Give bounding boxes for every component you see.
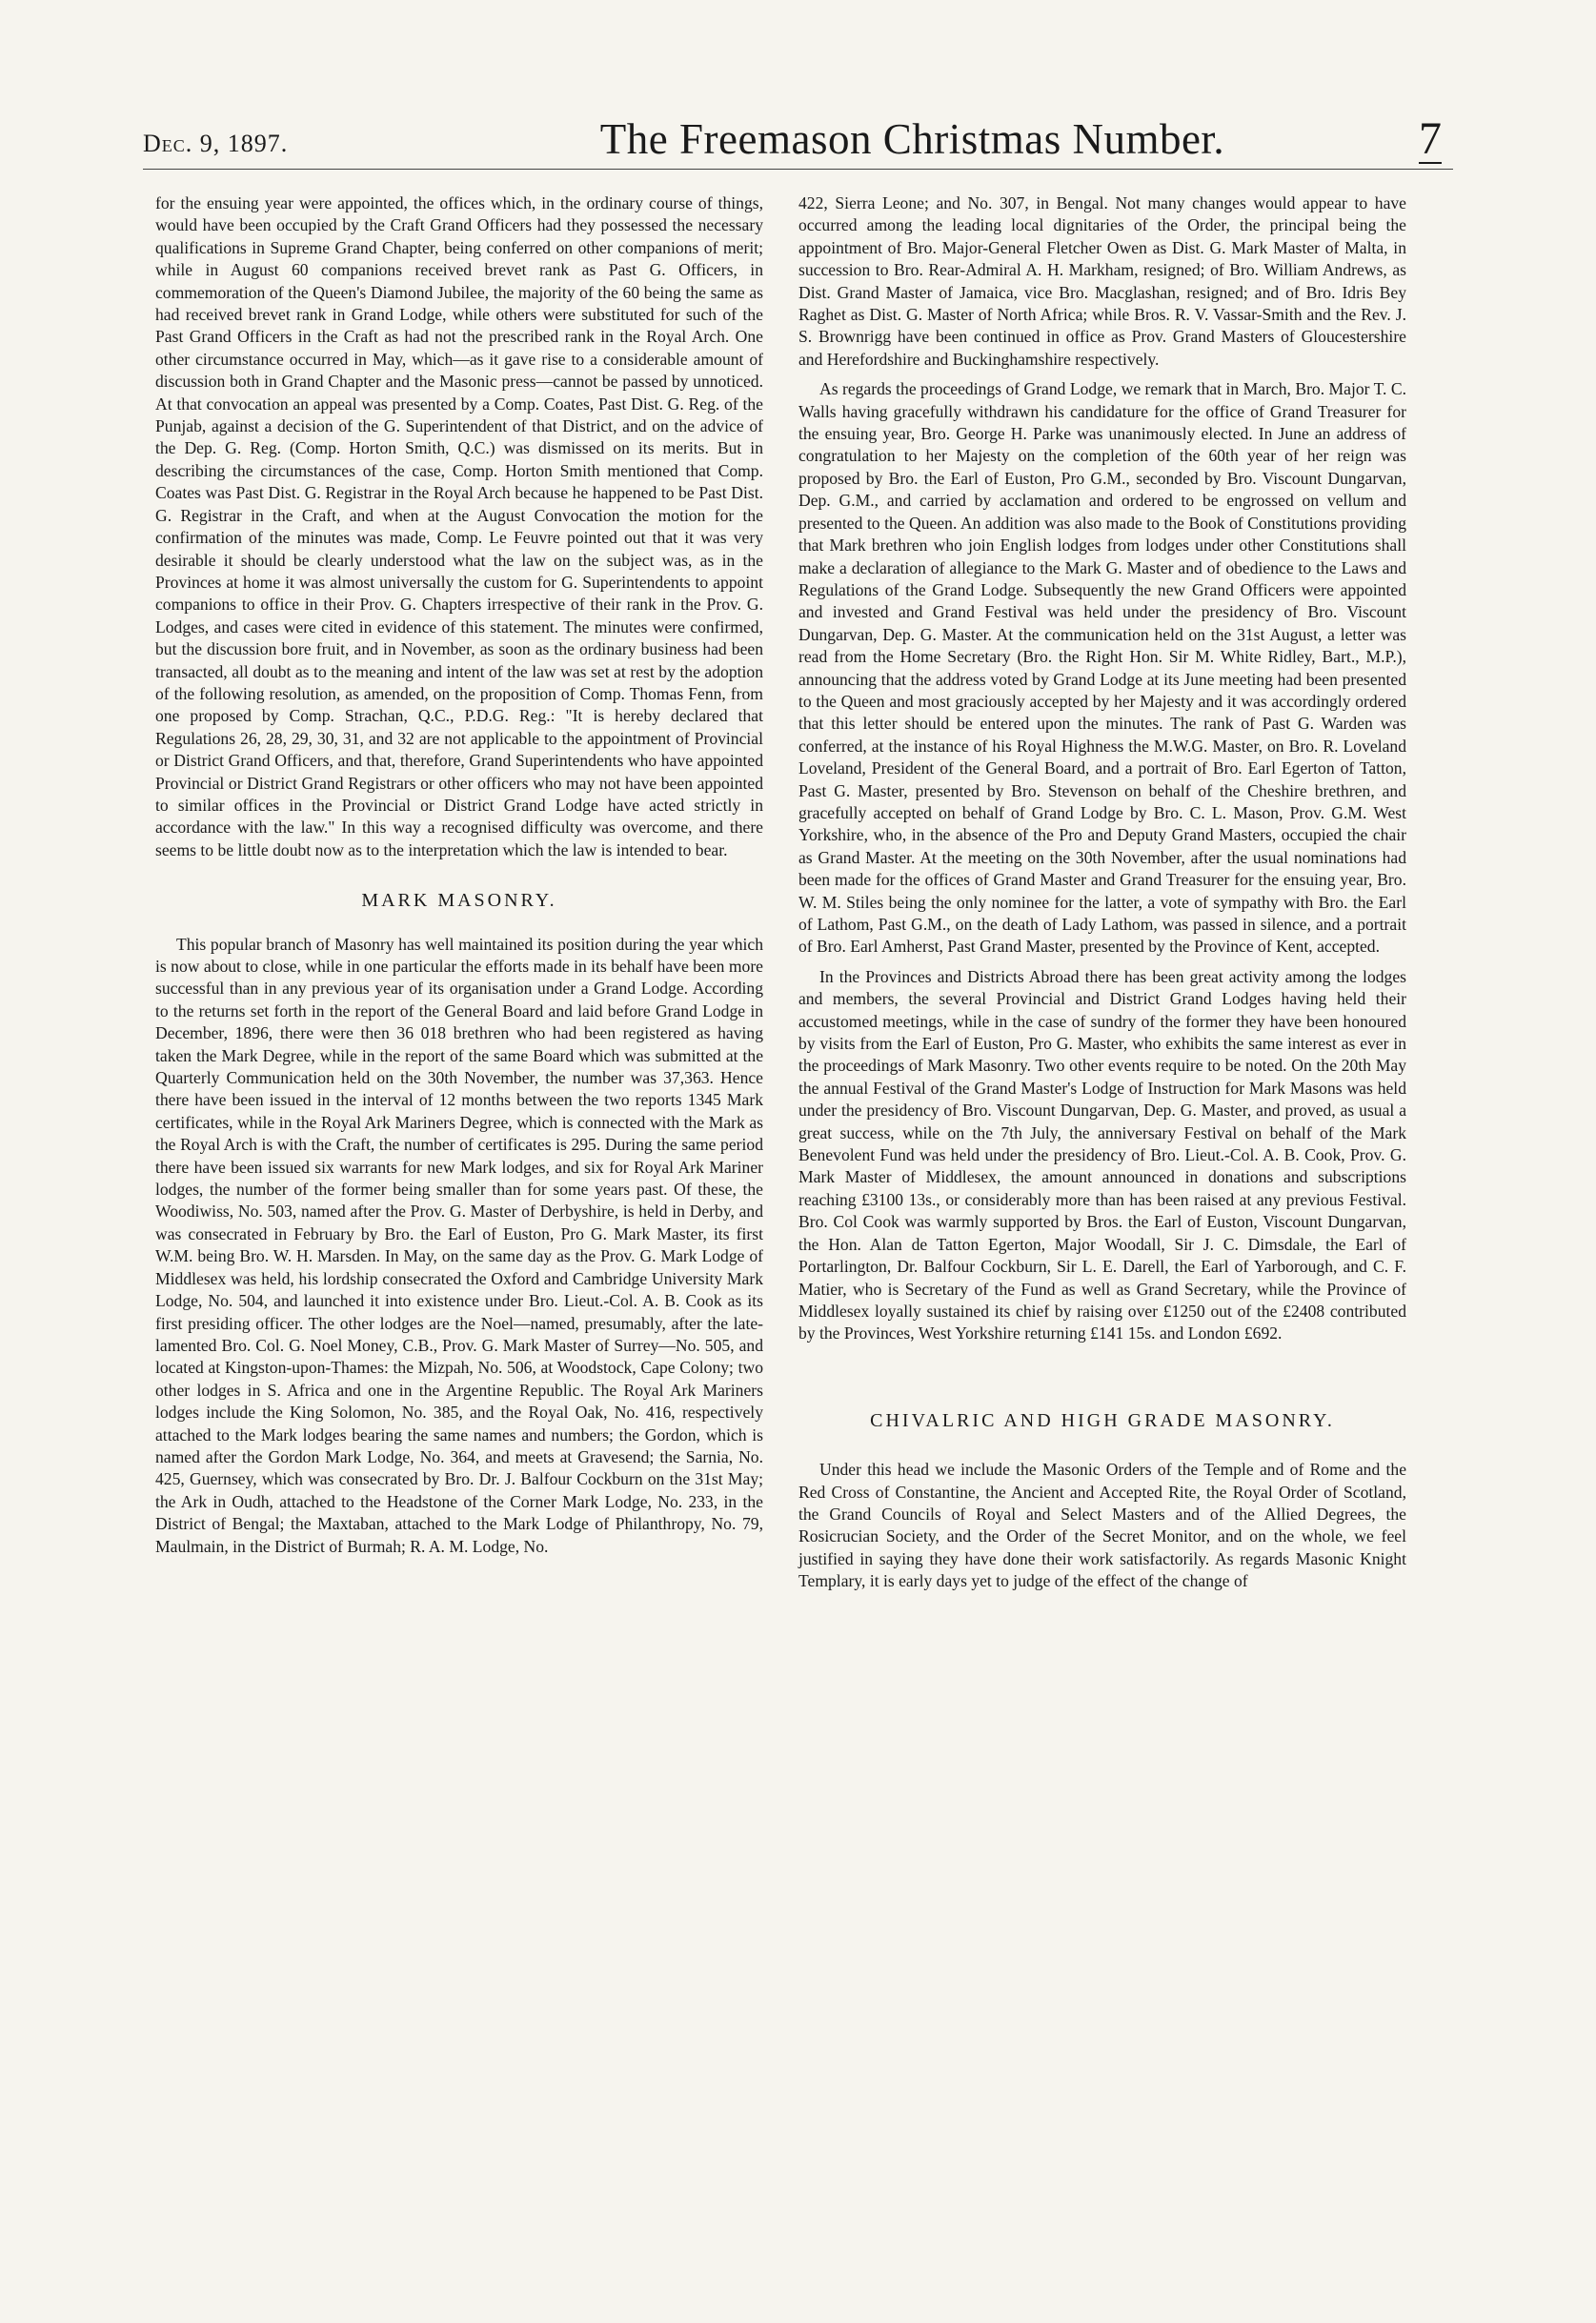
paragraph-mark-masonry: This popular branch of Masonry has well maintained its position during the year which is now about to close, while in one particular the efforts made in its behalf have been more successful than in any previous year of its organisation under a Grand Lodge. According to the returns set forth in the report of the General Board and laid before Grand Lodge in December, 1896, there were then 36 018 brethren who had been registered as having taken the Mark Degree, while in the report of the same Board which was submitted at the Quarterly Communication held on the 30th November, the number was 37,363. Hence there have been issued in the interval of 12 months between the two reports 1345 Mark certificates, while in the Royal Ark Mariners Degree, which is connected with the Mark as the Royal Arch is with the Craft, the number of certificates is 295. During the same period there have been issued six warrants for new Mark lodges, and six for Royal Ark Mariner lodges, the number of the former being smaller than for some years past. Of these, the Woodiwiss, No. 503, named after the Prov. G. Master of Derbyshire, is held in Derby, and was consecrated in February by Bro. the Earl of Euston, Pro G. Mark Master, its first W.M. being Bro. W. H. Marsden. In May, on the same day as the Prov. G. Mark Lodge of Middlesex was held, his lordship consecrated the Oxford and Cambridge University Mark Lodge, No. 504, and launched it into existence under Bro. Lieut.-Col. A. B. Cook as its first presiding officer. The other lodges are the Noel—named, presumably, after the late-lamented Bro. Col. G. Noel Money, C.B., Prov. G. Mark Master of Surrey—No. 505, and located at Kingston-upon-Thames: the Mizpah, No. 506, at Woodstock, Cape Colony; two other lodges in S. Africa and one in the Argentine Republic. The Royal Ark Mariners lodges include the King Solomon, No. 385, and the Royal Oak, No. 416, respectively attached to the Mark lodges bearing the same names and numbers; the Gordon, which is named after the Gordon Mark Lodge, No. 364, and meets at Gravesend; the Sarnia, No. 425, Guernsey, which was consecrated by Bro. Dr. J. Balfour Cockburn on the 31st May; the Ark in Oudh, attached to the Headstone of the Corner Mark Lodge, No. 233, in the District of Bengal; the Maxtaban, attached to the Mark Lodge of Philanthropy, No. 79, Maulmain, in the District of Burmah; R. A. M. Lodge, No. [155, 934, 763, 1556]
paragraph-grand-lodge: As regards the proceedings of Grand Lodge, we remark that in March, Bro. Major T. C. Walls having gracefully withdrawn his candidature for the office of Grand Treasurer for the ensuing year, Bro. George H. Parke was unanimously elected. In June an address of congratulation to her Majesty on the completion of the 60th year of her reign was proposed by Bro. the Earl of Euston, Pro G.M., seconded by Bro. Viscount Dungarvan, Dep. G.M., and carried by acclamation and ordered to be engrossed on vellum and presented to the Queen. An addition was also made to the Book of Constitutions providing that Mark brethren who join English lodges from lodges under other Constitutions shall make a declaration of allegiance to the Mark G. Master and of obedience to the Laws and Regulations of the Grand Lodge. Subsequently the new Grand Officers were appointed and invested and Grand Festival was held under the presidency of Bro. Viscount Dungarvan, Dep. G. Master. At the communication held on the 31st August, a letter was read from the Home Secretary (Bro. the Right Hon. Sir M. White Ridley, Bart., M.P.), announcing that the address voted by Grand Lodge at its June meeting had been presented to the Queen and most graciously accepted by her Majesty and it was accordingly ordered that this letter should be entered upon the minutes. The rank of Past G. Warden was conferred, at the instance of his Royal Highness the M.W.G. Master, on Bro. R. Loveland Loveland, President of the General Board, and a portrait of Bro. Earl Egerton of Tatton, Past G. Master, presented by Bro. Stevenson on behalf of the Cheshire brethren, and gracefully accepted on behalf of Grand Lodge by Bro. C. L. Mason, Prov. G.M. West Yorkshire, who, in the absence of the Pro and Deputy Grand Masters, occupied the chair as Grand Master. At the meeting on the 30th November, after the usual nominations had been made for the offices of Grand Master and Grand Treasurer for the ensuing year, Bro. W. M. Stiles being the only nominee for the latter, a vote of sympathy with Bro. the Earl of Lathom, Past G.M., on the death of Lady Lathom, was passed in silence, and a portrait of Bro. Earl Amherst, Past Grand Master, presented by the Province of Kent, accepted. [798, 379, 1406, 957]
paragraph-royal-arch: for the ensuing year were appointed, the offices which, in the ordinary course of things, would have been occupied by the Craft Grand Officers had they possessed the necessary qualifications in Supreme Grand Chapter, being conferred on other companions of merit; while in August 60 companions received brevet rank as Past G. Officers, in commemoration of the Queen's Diamond Jubilee, the majority of the 60 being the same as had received brevet rank in Grand Lodge, while others were substituted for such of the Past Grand Officers in the Craft as had not the prescribed rank in the Royal Arch. One other circumstance occurred in May, which—as it gave rise to a considerable amount of discussion both in Grand Chapter and the Masonic press—cannot be passed by unnoticed. At that convocation an appeal was presented by a Comp. Coates, Past Dist. G. Reg. of the Punjab, against a decision of the G. Superintendent of that District, and on the advice of the Dep. G. Reg. (Comp. Horton Smith, Q.C.) was dismissed on its merits. But in describing the circumstances of the case, Comp. Horton Smith mentioned that Comp. Coates was Past Dist. G. Registrar in the Royal Arch because he happened to be Past Dist. G. Registrar in the Craft, and when at the August Convocation the motion for the confirmation of the minutes was made, Comp. Le Feuvre pointed out that it was very desirable it should be clearly understood what the law on the subject was, as in the Provinces at home it was almost universally the custom for G. Superintendents to appoint companions to office in their Prov. G. Chapters irrespective of their rank in the Prov. G. Lodges, and cases were cited in evidence of this statement. The minutes were confirmed, but the discussion bore fruit, and in November, as soon as the ordinary business had been transacted, all doubt as to the meaning and intent of the law was set at rest by the adoption of the following resolution, as amended, on the proposition of Comp. Thomas Fenn, from one proposed by Comp. Strachan, Q.C., P.D.G. Reg.: "It is hereby declared that Regulations 26, 28, 29, 30, 31, and 32 are not applicable to the appointment of Provincial or District Grand Officers, and that, therefore, Grand Superintendents who have appointed Provincial or District Grand Registrars or other officers who may not have been appointed to similar offices in the Provincial or District Grand Lodge have acted strictly in accordance with the law." In this way a recognised difficulty was overcome, and there seems to be little doubt now as to the interpretation which the law is intended to bear. [155, 193, 763, 859]
left-column [155, 192, 763, 1566]
paragraph-provinces: In the Provinces and Districts Abroad there has been great activity among the lodges and members, the several Provincial and District Grand Lodges having held their accustomed meetings, while in the case of sundry of the former they have been honoured by visits from the Earl of Euston, Pro G. Master, who exhibits the same interest as ever in the proceedings of Mark Masonry. Two other events require to be noted. On the 20th May the annual Festival of the Grand Master's Lodge of Instruction for Mark Masons was held under the presidency of Bro. Viscount Dungarvan, Dep. G. Master, and proved, as usual a great success, while on the 7th July, the anniversary Festival on behalf of the Mark Benevolent Fund was held under the presidency of Bro. Lieut.-Col. A. B. Cook, Prov. G. Mark Master of Middlesex, the amount announced in donations and subscriptions reaching £3100 13s., or considerably more than has been raised at any previous Festival. Bro. Col Cook was warmly supported by Bros. the Earl of Euston, Viscount Dungarvan, the Hon. Alan de Tatton Egerton, Major Woodall, Sir J. C. Dimsdale, the Earl of Portarlington, Dr. Balfour Cockburn, Sir L. E. Darell, the Earl of Yarborough, and C. F. Matier, who is Secretary of the Fund as well as Grand Secretary, while the Province of Middlesex loyally sustained its chief by raising over £1250 out of the £2408 contributed by the Provinces, West Yorkshire returning £141 15s. and London £692. [798, 966, 1406, 1343]
paragraph-chivalric: Under this head we include the Masonic Orders of the Temple and of Rome and the Red Cross of Constantine, the Ancient and Accepted Rite, the Royal Order of Scotland, the Grand Councils of Royal and Select Masters and of the Allied Degrees, the Rosicrucian Society, and the Order of the Secret Monitor, and on the whole, we feel justified in saying they have done their work satisfactorily. As regards Masonic Knight Templary, it is early days yet to judge of the effect of the change of [798, 1460, 1406, 1591]
page-number: 7 [1419, 113, 1442, 164]
section-heading-mark-masonry: MARK MASONRY. [361, 890, 557, 912]
section-heading-chivalric: CHIVALRIC AND HIGH GRADE MASONRY. [870, 1409, 1335, 1431]
paragraph-dignitaries: 422, Sierra Leone; and No. 307, in Bengal. Not many changes would appear to have occurred among the leading local dignitaries of the Order, the principal being the appointment of Bro. Major-General Fletcher Owen as Dist. G. Mark Master of Malta, in succession to Bro. Rear-Admiral A. H. Markham, resigned; of Bro. William Andrews, as Dist. Grand Master of Jamaica, vice Bro. Macglashan, resigned; and of Bro. Idris Bey Raghet as Dist. G. Master of North Africa; while Bros. R. V. Vassar-Smith and the Rev. J. S. Brownrigg have been continued in office as Prov. Grand Masters of Gloucestershire and Herefordshire and Buckinghamshire respectively. [798, 193, 1406, 369]
issue-date: Dec. 9, 1897. [143, 130, 289, 157]
publication-title: The Freemason Christmas Number. [599, 115, 1225, 163]
page-header [143, 105, 1453, 164]
right-column [798, 192, 1406, 1601]
header-rule [143, 169, 1453, 170]
